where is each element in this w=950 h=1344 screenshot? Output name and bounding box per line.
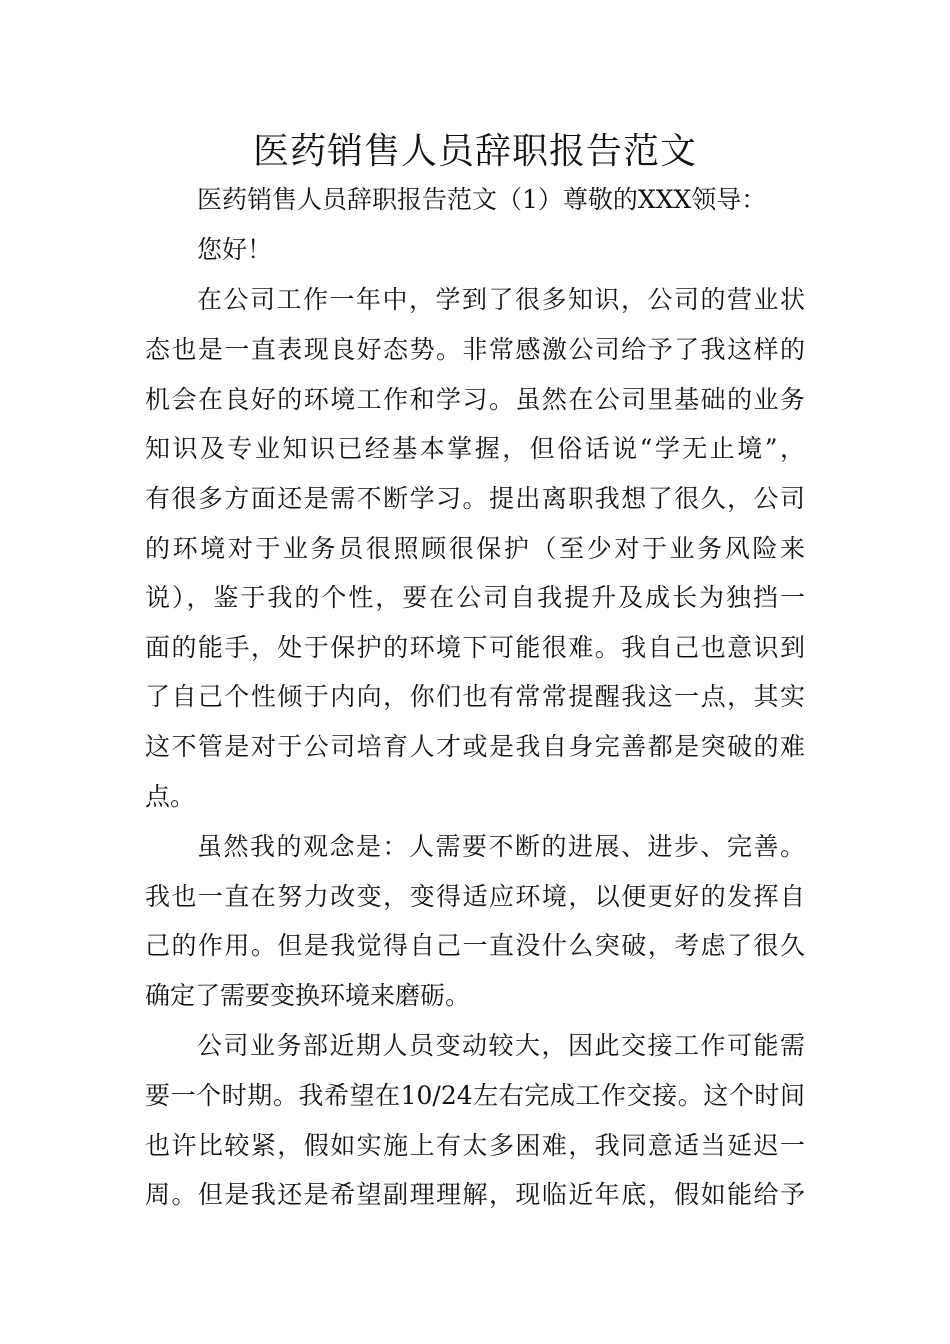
paragraph-1-line-5: 有很多方面还是需不断学习。提出离职我想了很久，公司 xyxy=(145,484,805,513)
paragraph-3-line-3: 也许比较紧，假如实施上有太多困难，我同意适当延迟一 xyxy=(145,1131,805,1160)
greeting-line: 您好！ xyxy=(197,235,273,264)
paragraph-1-line-1: 在公司工作一年中，学到了很多知识，公司的营业状 xyxy=(197,285,805,314)
paragraph-1-line-8: 面的能手，处于保护的环境下可能很难。我自己也意识到 xyxy=(145,633,805,662)
document-title: 医药销售人员辞职报告范文 xyxy=(252,131,697,172)
paragraph-1-line-11: 点。 xyxy=(145,782,196,811)
paragraph-3-line-1: 公司业务部近期人员变动较大，因此交接工作可能需 xyxy=(197,1031,805,1060)
paragraph-1-line-6: 的环境对于业务员很照顾很保护（至少对于业务风险来 xyxy=(145,534,805,563)
paragraph-3-line-2: 要一个时期。我希望在10/24左右完成工作交接。这个时间 xyxy=(145,1081,805,1110)
paragraph-2-line-3: 己的作用。但是我觉得自己一直没什么突破，考虑了很久 xyxy=(145,931,805,960)
paragraph-1-line-4: 知识及专业知识已经基本掌握，但俗话说“学无止境”， xyxy=(145,434,805,463)
paragraph-2-line-1: 虽然我的观念是：人需要不断的进展、进步、完善。 xyxy=(197,832,805,861)
paragraph-2-line-2: 我也一直在努力改变，变得适应环境，以便更好的发挥自 xyxy=(145,882,805,911)
paragraph-1-line-2: 态也是一直表现良好态势。非常感激公司给予了我这样的 xyxy=(145,335,805,364)
paragraph-2-line-4: 确定了需要变换环境来磨砺。 xyxy=(145,981,471,1010)
paragraph-1-line-7: 说），鉴于我的个性，要在公司自我提升及成长为独挡一 xyxy=(145,583,805,612)
paragraph-1-line-9: 了自己个性倾于内向，你们也有常常提醒我这一点，其实 xyxy=(145,682,805,711)
salutation-line: 医药销售人员辞职报告范文（1）尊敬的XXX领导： xyxy=(197,185,767,214)
paragraph-1-line-10: 这不管是对于公司培育人才或是我自身完善都是突破的难 xyxy=(145,732,805,761)
paragraph-1-line-3: 机会在良好的环境工作和学习。虽然在公司里基础的业务 xyxy=(145,385,805,414)
paragraph-3-line-4: 周。但是我还是希望副理理解，现临近年底，假如能给予 xyxy=(145,1180,805,1209)
